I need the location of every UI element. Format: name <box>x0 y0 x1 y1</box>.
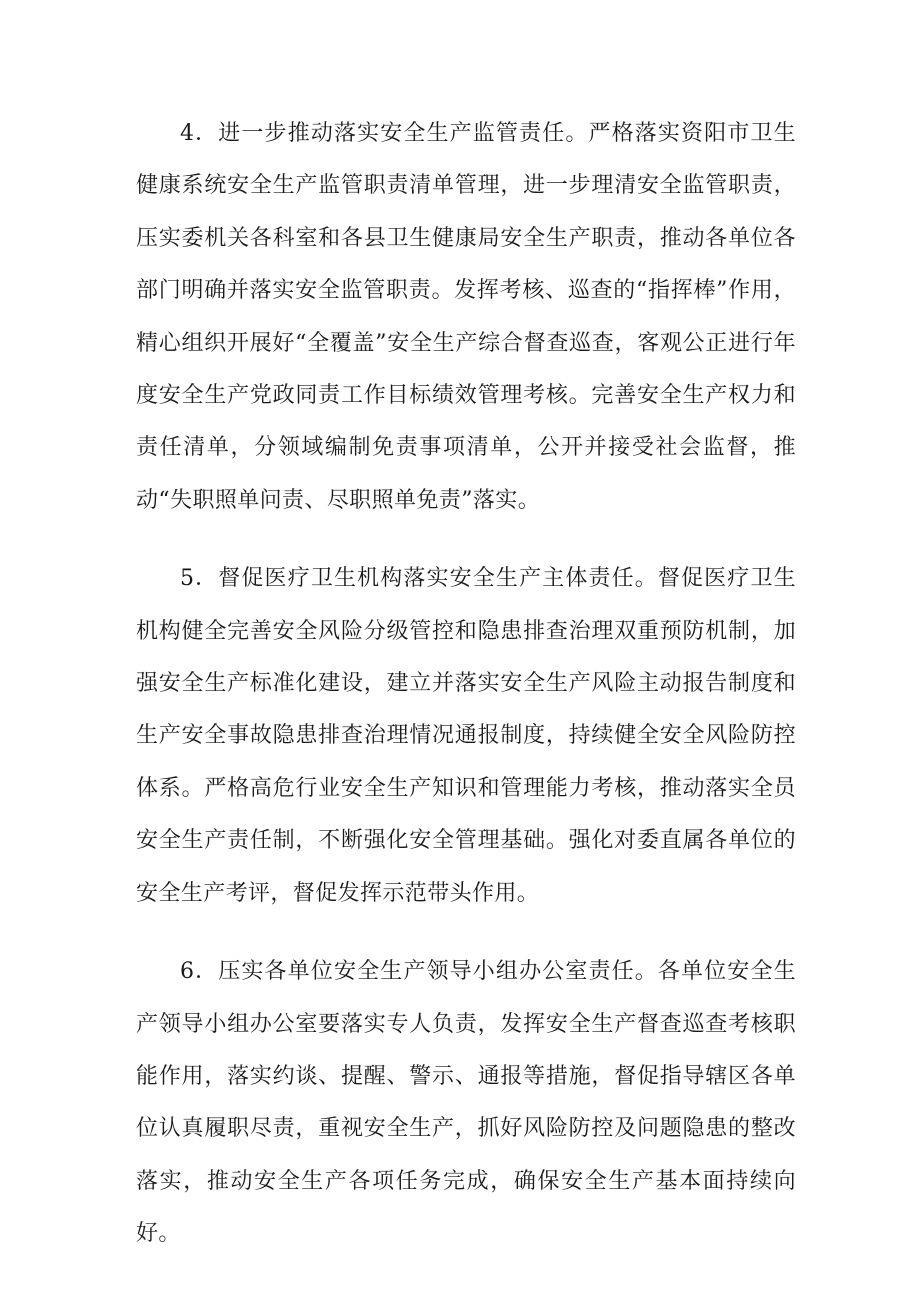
paragraph-item-6: 6．压实各单位安全生产领导小组办公室责任。各单位安全生产领导小组办公室要落实专人负责，发挥安全生产督查巡查考核职能作用，落实约谈、提醒、警示、通报等措施，督促指导辖区各单位认真履职尽责，重视安全生产，抓好风险防控及问题隐患的整改落实，推动安全生产各项任务完成，确保安全生产基本面持续向好。 <box>136 959 796 1247</box>
document-body <box>136 108 796 1261</box>
paragraph-item-5: 5．督促医疗卫生机构落实安全生产主体责任。督促医疗卫生机构健全完善安全风险分级管控和隐患排查治理双重预防机制，加强安全生产标准化建设，建立并落实安全生产风险主动报告制度和生产安全事故隐患排查治理情况通报制度，持续健全安全风险防控体系。严格高危行业安全生产知识和管理能力考核，推动落实全员安全生产责任制，不断强化安全管理基础。强化对委直属各单位的安全生产考评，督促发挥示范带头作用。 <box>136 566 796 906</box>
paragraph-item-4: 4．进一步推动落实安全生产监管责任。严格落实资阳市卫生健康系统安全生产监管职责清单管理，进一步理清安全监管职责，压实委机关各科室和各县卫生健康局安全生产职责，推动各单位各部门明确并落实安全监管职责。发挥考核、巡查的“指挥棒”作用，精心组织开展好“全覆盖”安全生产综合督查巡查，客观公正进行年度安全生产党政同责工作目标绩效管理考核。完善安全生产权力和责任清单，分领域编制免责事项清单，公开并接受社会监督，推动“失职照单问责、尽职照单免责”落实。 <box>136 121 796 513</box>
